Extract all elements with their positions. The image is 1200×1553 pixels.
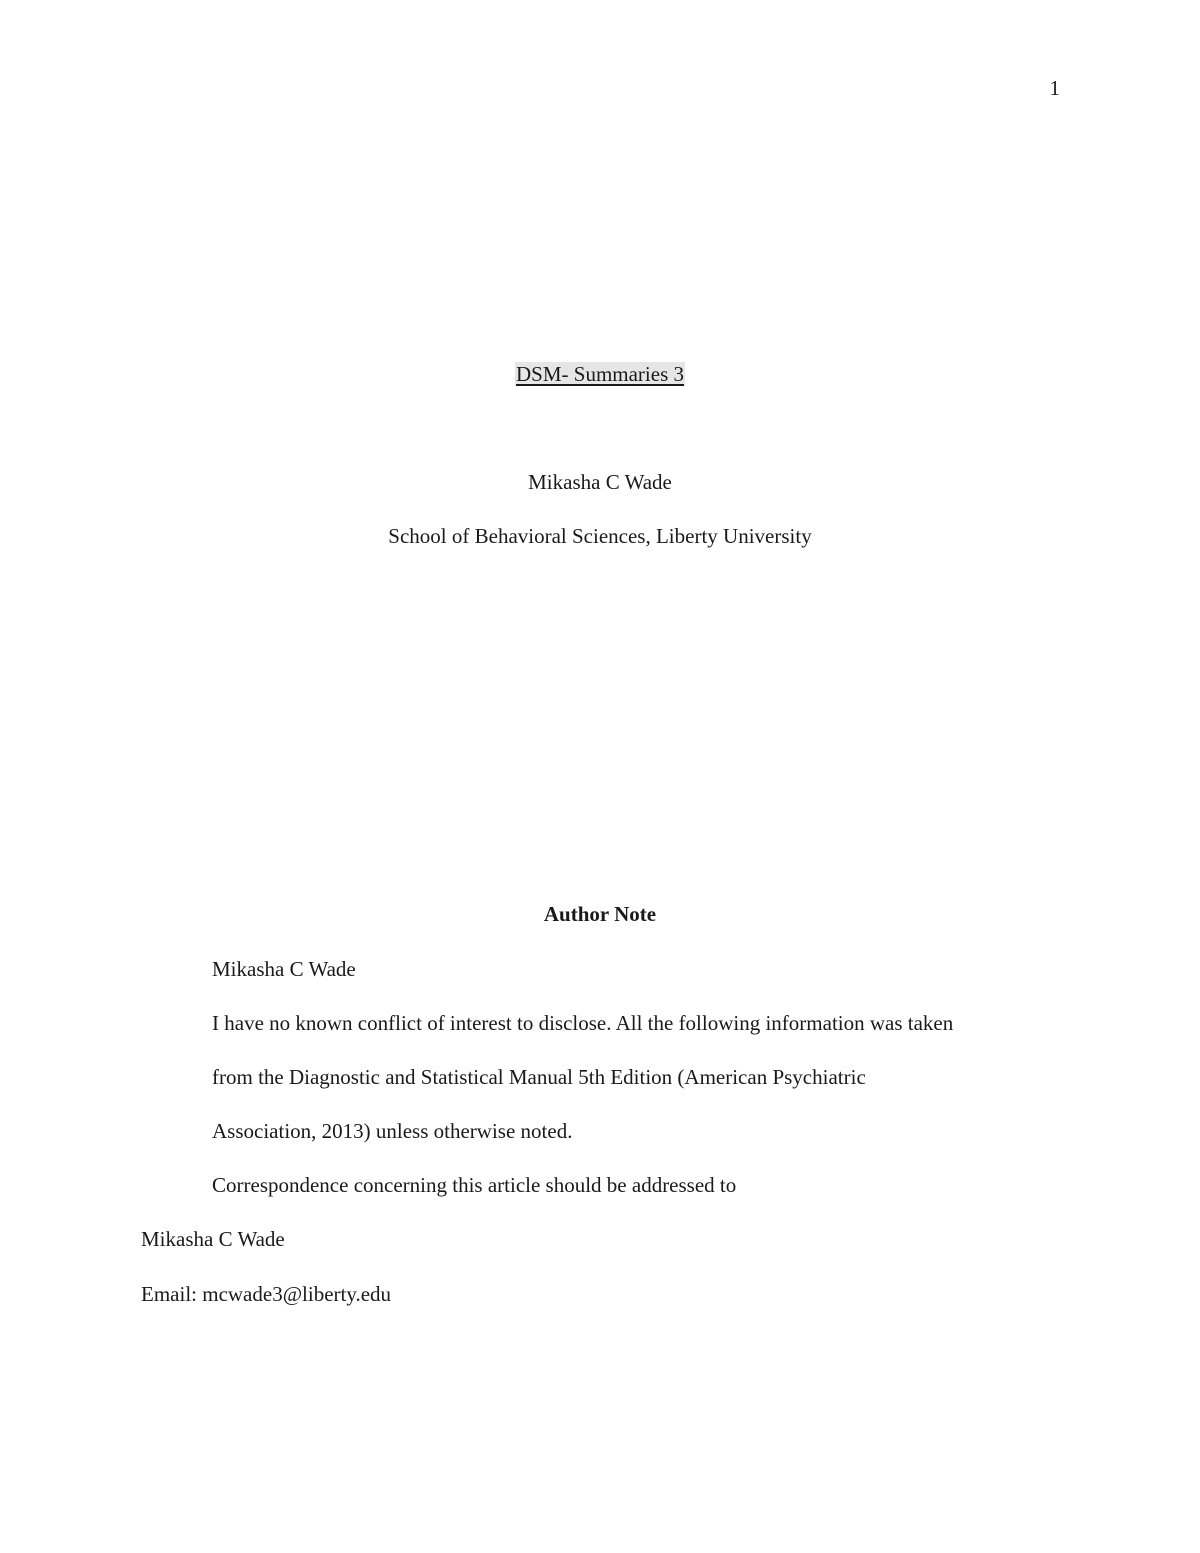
- title-line: [0, 364, 1200, 385]
- correspondence-line: Correspondence concerning this article should be addressed to: [212, 1173, 737, 1197]
- disclosure-line-3: Association, 2013) unless otherwise noted.: [212, 1119, 573, 1143]
- contact-name: Mikasha C Wade: [141, 1227, 285, 1251]
- author-note-heading: Author Note: [543, 902, 657, 926]
- page-number: 1: [1049, 76, 1060, 100]
- contact-email: Email: mcwade3@liberty.edu: [141, 1282, 392, 1306]
- author-note-name: Mikasha C Wade: [212, 957, 356, 981]
- disclosure-line-2: from the Diagnostic and Statistical Manual 5th Edition (American Psychiatric: [212, 1065, 866, 1089]
- paper-title: DSM- Summaries 3: [516, 362, 684, 386]
- disclosure-line-1: I have no known conflict of interest to disclose. All the following information was taken: [212, 1011, 954, 1035]
- author-affiliation: School of Behavioral Sciences, Liberty University: [388, 524, 812, 548]
- author-name: Mikasha C Wade: [528, 470, 672, 494]
